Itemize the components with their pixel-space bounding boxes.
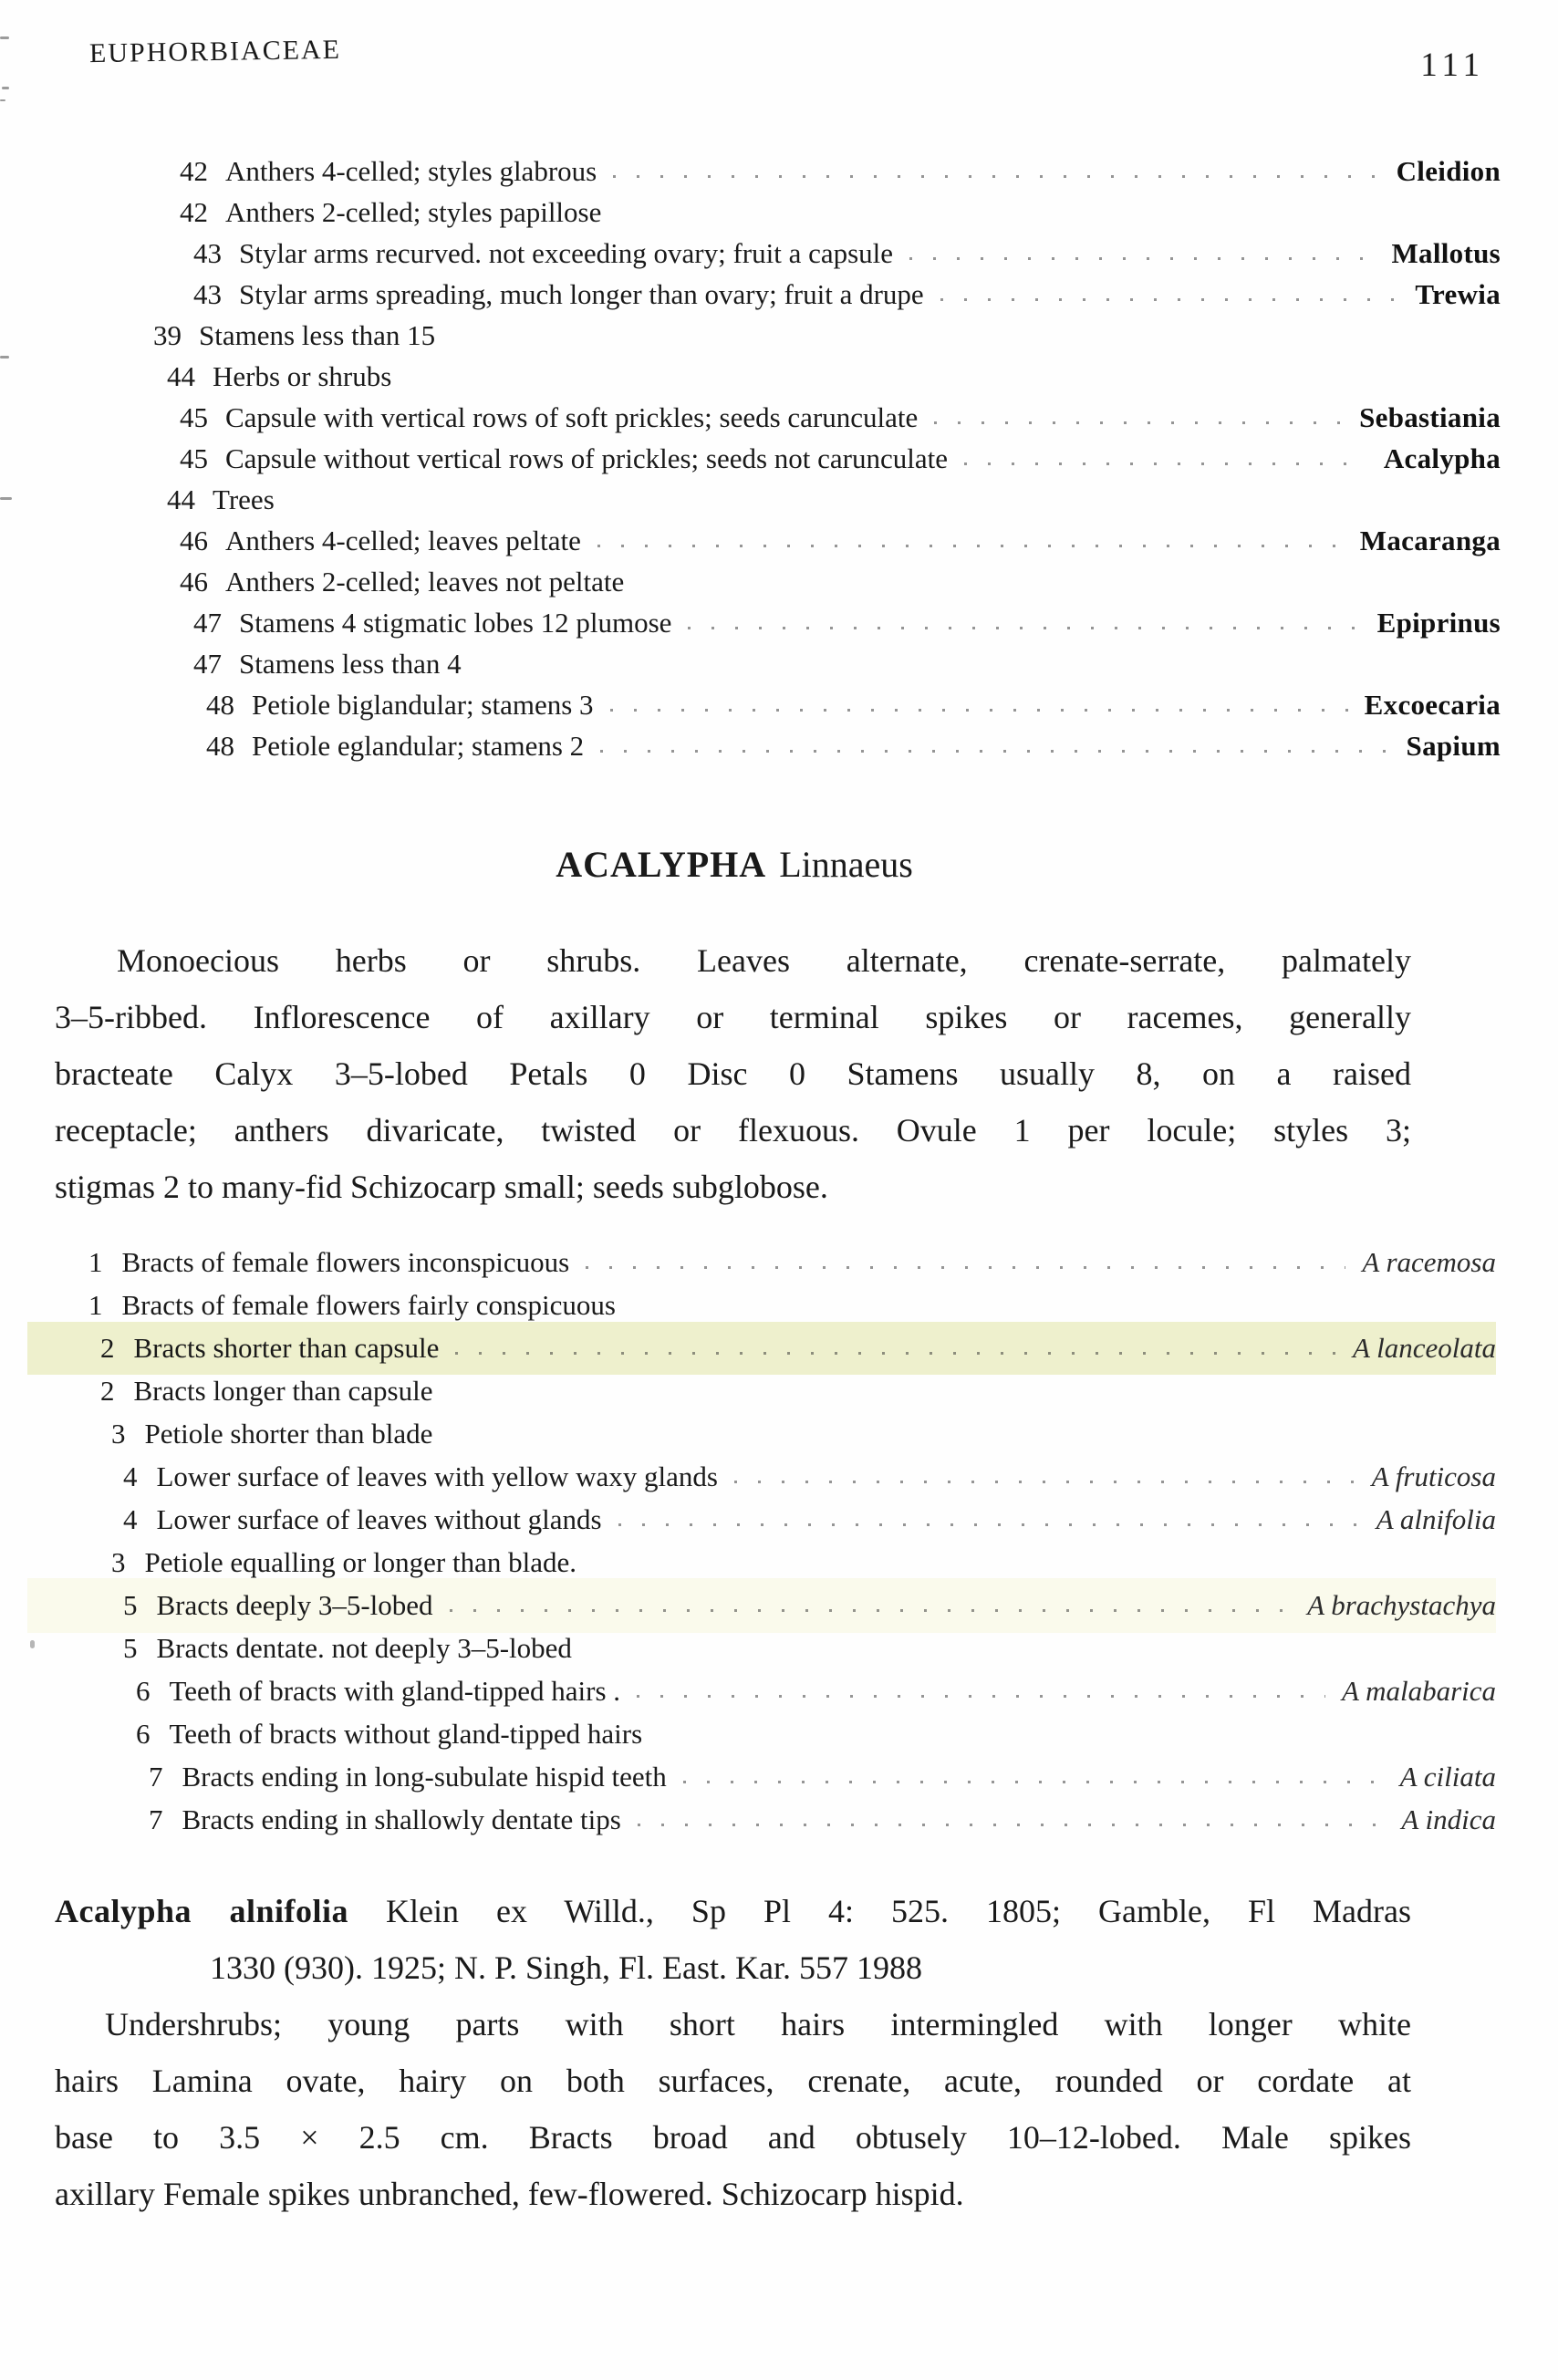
dotted-leader xyxy=(637,1695,1325,1698)
key-row xyxy=(27,1284,1496,1326)
dotted-leader xyxy=(638,1824,1386,1826)
key-couplet-number: 1 xyxy=(88,1289,103,1321)
description-line xyxy=(55,1045,1411,1102)
key-couplet-number: 47 xyxy=(193,607,222,639)
key-row xyxy=(0,356,1501,397)
key-lead-text: Bracts of female flowers fairly conspicuous xyxy=(121,1289,616,1321)
key-couplet-number: 48 xyxy=(206,730,234,762)
key-lead-text: Capsule with vertical rows of soft prickles; seeds carunculate xyxy=(225,401,919,433)
description-line xyxy=(55,1159,1411,1215)
key-result-genus: Sapium xyxy=(1406,730,1501,762)
scan-speck xyxy=(0,497,12,500)
key-row xyxy=(27,1498,1496,1541)
line-text: bracteate Calyx 3–5-lobed Petals 0 Disc 0 Stamens usually 8, on a raised xyxy=(55,1055,1411,1092)
key-lead-text: Bracts shorter than capsule xyxy=(133,1332,440,1364)
key-row xyxy=(27,1669,1496,1712)
key-row xyxy=(0,561,1501,602)
key-lead-text: Anthers 4-celled; styles glabrous xyxy=(225,155,597,187)
key-row xyxy=(0,725,1501,766)
key-result-genus: Trewia xyxy=(1415,278,1501,310)
species-key xyxy=(27,1241,1496,1841)
line-text: Undershrubs; young parts with short hairs intermingled with longer white xyxy=(105,2006,1411,2042)
dotted-leader xyxy=(964,462,1367,465)
key-couplet-number: 44 xyxy=(167,360,195,392)
key-couplet-number: 6 xyxy=(136,1718,151,1750)
key-couplet-number: 5 xyxy=(123,1632,138,1664)
key-couplet-number: 2 xyxy=(100,1332,115,1364)
key-row xyxy=(0,643,1501,684)
key-result-species: A brachystachya xyxy=(1307,1589,1496,1621)
dotted-leader xyxy=(450,1609,1292,1612)
key-row xyxy=(0,151,1501,192)
key-lead-text: Trees xyxy=(213,483,275,515)
description-line xyxy=(55,989,1411,1045)
species-name-bold: Acalypha alnifolia xyxy=(55,1893,349,1929)
key-row xyxy=(0,192,1501,233)
species-line xyxy=(55,2166,1411,2222)
key-couplet-number: 44 xyxy=(167,483,195,515)
running-header-family: EUPHORBIACEAE xyxy=(88,34,342,69)
key-result-genus: Macaranga xyxy=(1359,525,1501,556)
dotted-leader xyxy=(586,1266,1345,1269)
dotted-leader xyxy=(597,545,1344,547)
key-lead-text: Bracts ending in shallowly dentate tips xyxy=(182,1803,621,1835)
key-row xyxy=(27,1241,1496,1284)
key-result-species: A alnifolia xyxy=(1376,1503,1496,1535)
key-row xyxy=(0,684,1501,725)
key-lead-text: Bracts ending in long-subulate hispid teeth xyxy=(182,1761,667,1793)
key-lead-text: Stylar arms recurved. not exceeding ovary; fruit a capsule xyxy=(239,237,894,269)
key-lead-text: Anthers 4-celled; leaves peltate xyxy=(225,525,581,556)
key-lead-text: Bracts longer than capsule xyxy=(133,1375,433,1407)
dotted-leader xyxy=(610,709,1348,712)
key-result-genus: Mallotus xyxy=(1391,237,1501,269)
key-couplet-number: 45 xyxy=(180,442,208,474)
key-row xyxy=(27,1755,1496,1798)
line-text: 1330 (930). 1925; N. P. Singh, Fl. East. Kar. 557 1988 xyxy=(210,1949,923,1986)
dotted-leader xyxy=(455,1352,1336,1355)
key-row xyxy=(0,233,1501,274)
line-text: stigmas 2 to many-fid Schizocarp small; seeds subglobose. xyxy=(55,1169,828,1205)
key-result-species: A fruticosa xyxy=(1371,1460,1496,1492)
species-line xyxy=(55,1996,1411,2053)
dotted-leader xyxy=(600,750,1389,753)
key-result-genus: Excoecaria xyxy=(1364,689,1501,721)
key-lead-text: Lower surface of leaves without glands xyxy=(156,1503,602,1535)
key-result-species: A racemosa xyxy=(1362,1246,1496,1278)
key-result-genus: Acalypha xyxy=(1383,442,1501,474)
scan-speck xyxy=(30,1640,35,1648)
key-lead-text: Bracts deeply 3–5-lobed xyxy=(156,1589,433,1621)
key-couplet-number: 1 xyxy=(88,1246,103,1278)
dotted-leader xyxy=(934,421,1343,424)
key-couplet-number: 45 xyxy=(180,401,208,433)
key-row xyxy=(0,315,1501,356)
key-lead-text: Anthers 2-celled; styles papillose xyxy=(225,196,602,228)
key-lead-text: Petiole shorter than blade xyxy=(144,1418,433,1450)
line-text: axillary Female spikes unbranched, few-flowered. Schizocarp hispid. xyxy=(55,2176,964,2212)
key-result-genus: Sebastiania xyxy=(1359,401,1501,433)
genus-key xyxy=(0,151,1501,766)
line-text: receptacle; anthers divaricate, twisted or flexuous. Ovule 1 per locule; styles 3; xyxy=(55,1112,1411,1148)
key-row xyxy=(27,1326,1496,1369)
line-text: Klein ex Willd., Sp Pl 4: 525. 1805; Gamble, Fl Madras xyxy=(348,1893,1411,1929)
key-row xyxy=(27,1455,1496,1498)
description-line xyxy=(55,932,1411,989)
key-couplet-number: 4 xyxy=(123,1503,138,1535)
key-result-genus: Epiprinus xyxy=(1376,607,1501,639)
dotted-leader xyxy=(734,1481,1355,1483)
key-couplet-number: 7 xyxy=(149,1803,163,1835)
key-row xyxy=(27,1584,1496,1627)
key-couplet-number: 5 xyxy=(123,1589,138,1621)
key-lead-text: Stamens 4 stigmatic lobes 12 plumose xyxy=(239,607,672,639)
line-text: base to 3.5 × 2.5 cm. Bracts broad and obtusely 10–12-lobed. Male spikes xyxy=(55,2119,1411,2156)
dotted-leader xyxy=(909,257,1375,260)
key-couplet-number: 2 xyxy=(100,1375,115,1407)
key-row xyxy=(0,397,1501,438)
line-text: hairs Lamina ovate, hairy on both surfaces, crenate, acute, rounded or cordate at xyxy=(55,2063,1411,2099)
key-row xyxy=(27,1369,1496,1412)
key-couplet-number: 42 xyxy=(180,196,208,228)
scan-speck xyxy=(0,99,5,101)
key-row xyxy=(27,1541,1496,1584)
key-lead-text: Anthers 2-celled; leaves not peltate xyxy=(225,566,625,598)
key-row xyxy=(27,1412,1496,1455)
species-line xyxy=(55,2109,1411,2166)
key-result-genus: Cleidion xyxy=(1396,155,1501,187)
key-couplet-number: 39 xyxy=(153,319,182,351)
key-lead-text: Teeth of bracts with gland-tipped hairs . xyxy=(169,1675,621,1707)
key-couplet-number: 6 xyxy=(136,1675,151,1707)
key-result-species: A indica xyxy=(1401,1803,1496,1835)
genus-heading xyxy=(55,843,1414,886)
key-lead-text: Stylar arms spreading, much longer than ovary; fruit a drupe xyxy=(239,278,924,310)
key-couplet-number: 3 xyxy=(111,1418,126,1450)
key-couplet-number: 7 xyxy=(149,1761,163,1793)
line-text: 3–5-ribbed. Inflorescence of axillary or terminal spikes or racemes, generally xyxy=(55,999,1411,1035)
dotted-leader xyxy=(683,1781,1384,1783)
genus-name: ACALYPHA xyxy=(556,844,767,885)
species-line xyxy=(55,1883,1411,1939)
description-line xyxy=(55,1102,1411,1159)
genus-description xyxy=(55,932,1411,1215)
key-row xyxy=(27,1627,1496,1669)
key-lead-text: Stamens less than 15 xyxy=(199,319,436,351)
key-couplet-number: 46 xyxy=(180,566,208,598)
key-couplet-number: 43 xyxy=(193,237,222,269)
key-lead-text: Bracts dentate. not deeply 3–5-lobed xyxy=(156,1632,572,1664)
scan-speck xyxy=(0,36,9,39)
key-couplet-number: 48 xyxy=(206,689,234,721)
species-entry xyxy=(55,1883,1411,2222)
dotted-leader xyxy=(688,627,1360,629)
key-couplet-number: 3 xyxy=(111,1546,126,1578)
key-couplet-number: 46 xyxy=(180,525,208,556)
key-row xyxy=(0,520,1501,561)
page-number: 111 xyxy=(1420,47,1485,84)
key-row xyxy=(0,438,1501,479)
dotted-leader xyxy=(940,298,1399,301)
key-row xyxy=(0,479,1501,520)
key-result-species: A lanceolata xyxy=(1353,1332,1496,1364)
key-couplet-number: 43 xyxy=(193,278,222,310)
key-lead-text: Stamens less than 4 xyxy=(239,648,462,680)
key-lead-text: Capsule without vertical rows of prickles; seeds not carunculate xyxy=(225,442,948,474)
key-row xyxy=(0,602,1501,643)
key-couplet-number: 47 xyxy=(193,648,222,680)
key-row xyxy=(27,1798,1496,1841)
key-couplet-number: 4 xyxy=(123,1460,138,1492)
genus-author: Linnaeus xyxy=(779,844,913,885)
key-row xyxy=(0,274,1501,315)
key-lead-text: Petiole eglandular; stamens 2 xyxy=(252,730,585,762)
scan-speck xyxy=(0,356,9,359)
key-lead-text: Bracts of female flowers inconspicuous xyxy=(121,1246,570,1278)
key-lead-text: Petiole biglandular; stamens 3 xyxy=(252,689,594,721)
key-couplet-number: 42 xyxy=(180,155,208,187)
key-result-species: A malabarica xyxy=(1341,1675,1496,1707)
dotted-leader xyxy=(618,1523,1360,1526)
species-line xyxy=(55,2053,1411,2109)
key-lead-text: Teeth of bracts without gland-tipped hairs xyxy=(169,1718,643,1750)
key-lead-text: Lower surface of leaves with yellow waxy glands xyxy=(156,1460,718,1492)
scan-speck xyxy=(2,87,9,89)
key-lead-text: Petiole equalling or longer than blade. xyxy=(144,1546,576,1578)
key-row xyxy=(27,1712,1496,1755)
key-result-species: A ciliata xyxy=(1399,1761,1496,1793)
species-line xyxy=(55,1939,1411,1996)
key-lead-text: Herbs or shrubs xyxy=(213,360,392,392)
line-text: Monoecious herbs or shrubs. Leaves alternate, crenate-serrate, palmately xyxy=(117,942,1411,979)
dotted-leader xyxy=(613,175,1379,178)
